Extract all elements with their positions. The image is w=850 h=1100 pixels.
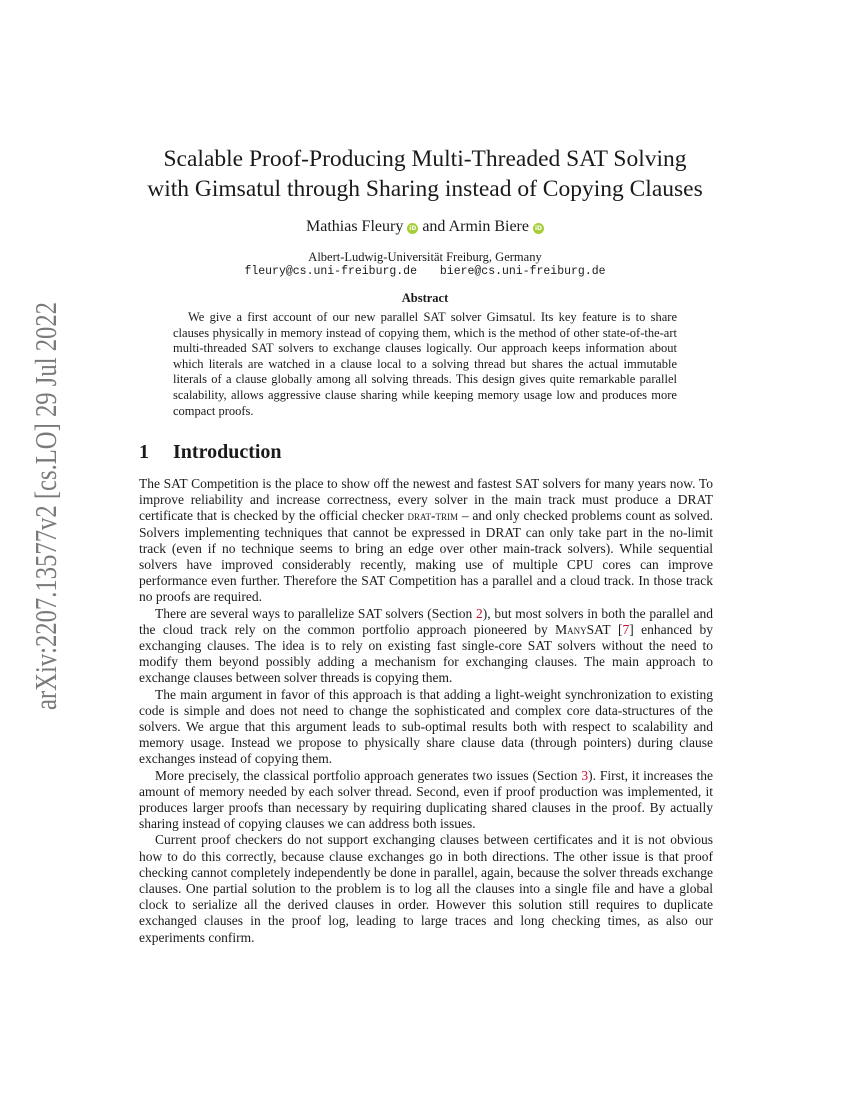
section-reference-link[interactable]: 3 <box>581 767 589 783</box>
orcid-icon[interactable]: iD <box>534 225 542 232</box>
section-heading <box>139 441 282 464</box>
tool-name: ManySAT <box>555 621 611 637</box>
paragraph <box>139 606 713 687</box>
authors <box>110 218 740 236</box>
section-reference-link[interactable]: 2 <box>476 605 483 621</box>
text-run: ] enhanced by exchanging clauses. The idea is to rely on existing fast single-core SAT solvers without the need to modify them beyond possibly adding a mechanism for exchanging clauses. The main approach to exchange clauses between solver threads is copying them. <box>139 621 713 686</box>
section-title: Introduction <box>173 441 282 463</box>
paragraph <box>139 476 713 606</box>
abstract-text: We give a first account of our new parallel SAT solver Gimsatul. Its key feature is to share clauses physically in memory instead of copying them, which is the method of other state-of-the-art multi-threaded SAT solvers to exchange clauses logically. Our approach keeps information about which literals are watched in a clause local to a solving thread but shares the actual immutable literals of a clause globally among all solving threads. This design gives quite remarkable parallel scalability, allows aggressive clause sharing while keeping memory usage low and produces more compact proofs. <box>173 310 677 418</box>
author-connector: and <box>422 218 446 235</box>
text-run: [ <box>610 621 623 637</box>
arxiv-identifier <box>24 300 64 720</box>
title-line-1: Scalable Proof-Producing Multi-Threaded SAT Solving <box>163 146 687 172</box>
text-run: There are several ways to parallelize SAT solvers (Section <box>155 605 476 621</box>
citation-link[interactable]: 7 <box>622 621 630 637</box>
text-run: – and only checked problems count as solved. Solvers implementing techniques that cannot be expressed in DRAT can only take part in the no-limit track (even if no technique seems to bring an edge over other main-track solvers). While sequential solvers have improved considerably recently, making use of multiple CPU cores can improve performance even further. Therefore the SAT Competition has a parallel and a cloud track. In those track no proofs are required. <box>139 508 713 605</box>
text-run: More precisely, the classical portfolio approach generates two issues (Section <box>155 767 582 783</box>
author-name: Mathias Fleury <box>306 218 404 235</box>
body-text <box>139 476 713 946</box>
text-run: ). First, it increases the amount of memory needed by each solver thread. Second, even if proof production was implemented, it produces larger proofs than necessary by requiring duplicating shared clauses in the proof. By actually sharing instead of copying clauses we can address both issues. <box>139 767 713 832</box>
arxiv-id-text: arXiv:2207.13577v2 [cs.LO] 29 Jul 2022 <box>28 300 63 710</box>
text-run: The SAT Competition is the place to show off the newest and fastest SAT solvers for many years now. To improve reliability and increase correctness, every solver in the main track must produce a DRAT certificate that is checked by the official checker <box>139 476 713 524</box>
email: biere@cs.uni-freiburg.de <box>439 265 606 278</box>
affiliation: Albert-Ludwig-Universität Freiburg, Germany <box>308 250 542 264</box>
tool-name: drat-trim <box>407 508 459 524</box>
abstract-heading: Abstract <box>401 291 449 305</box>
section-number: 1 <box>139 441 149 463</box>
orcid-icon[interactable]: iD <box>409 225 417 232</box>
title-line-2: with Gimsatul through Sharing instead of Copying Clauses <box>147 176 703 202</box>
emails <box>110 265 740 278</box>
paragraph: Current proof checkers do not support exchanging clauses between certificates and it is not obvious how to do this correctly, because clause exchanges go in both directions. The other issue is that proof checking cannot completely independently be done in parallel, again, because the solver threads exchange clauses. One partial solution to the problem is to log all the clauses into a single file and have a global clock to serialize all the derived clauses in order. However this solution still requires to duplicate exchanged clauses in the proof log, leading to large traces and long checking times, as also our experiments confirm. <box>139 832 713 945</box>
paragraph <box>139 768 713 833</box>
text-run: ), but most solvers in both the parallel and the cloud track rely on the common portfolio approach pioneered by <box>139 605 713 637</box>
author-name: Armin Biere <box>448 218 529 235</box>
paper-title <box>110 144 740 204</box>
paragraph: The main argument in favor of this approach is that adding a light-weight synchronization to existing code is simple and does not need to change the sophisticated and complex core data-structures of the solvers. We argue that this argument leads to sub-optimal results both with respect to scalability and memory usage. Instead we propose to physically share clause data (through pointers) during clause exchanges instead of copying them. <box>139 686 713 767</box>
email: fleury@cs.uni-freiburg.de <box>244 265 417 278</box>
